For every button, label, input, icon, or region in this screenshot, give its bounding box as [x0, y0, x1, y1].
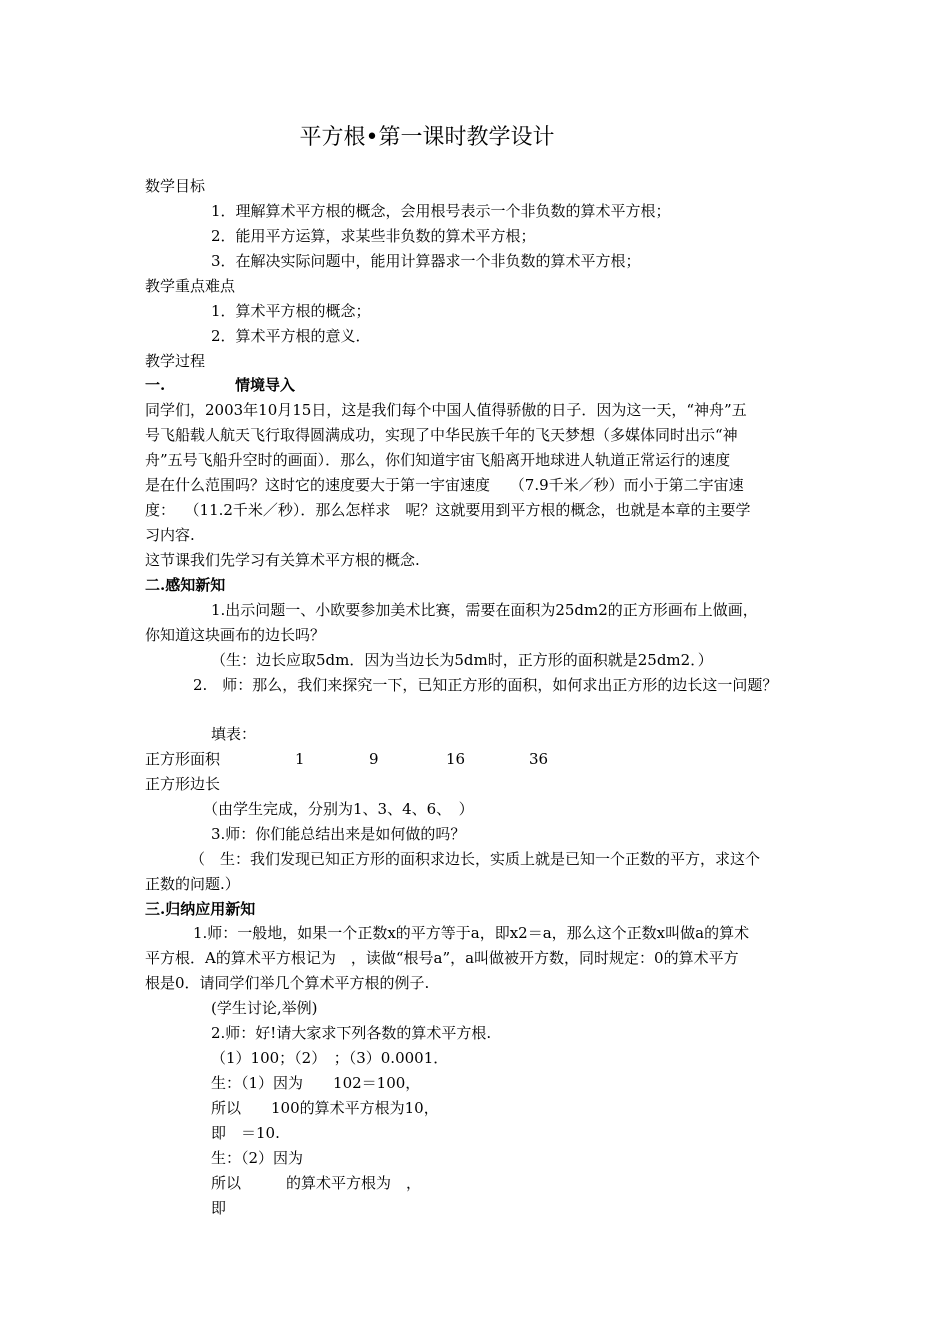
objectives-heading: 数学目标: [145, 177, 206, 195]
table-cell: 16: [446, 750, 466, 768]
paragraph-line: 你知道这块画布的边长吗？: [145, 626, 326, 644]
paragraph-line: 是在什么范围吗？这时它的速度要大于第一宇宙速度 （7.9千米／秒）而小于第二宇宙速: [145, 476, 744, 494]
paragraph-line: 习内容.: [145, 526, 195, 544]
section3-heading: 三.归纳应用新知: [145, 900, 256, 918]
paragraph-line: （生：边长应取5dm．因为当边长为5dm时，正方形的面积就是25dm2．）: [211, 651, 713, 669]
solution-line: 生：（2）因为: [211, 1149, 304, 1167]
fill-table-label: 填表：: [211, 725, 257, 743]
section2-heading: 二.感知新知: [145, 576, 226, 594]
solution-line: 生：（1）因为 102＝100，: [211, 1074, 421, 1092]
solution-line: 所以 100的算术平方根为10，: [211, 1099, 439, 1117]
table-cell: 1: [295, 750, 305, 768]
objective-item: 1．理解算术平方根的概念，会用根号表示一个非负数的算术平方根；: [211, 202, 671, 220]
table-cell: 36: [529, 750, 549, 768]
table-row-label: 正方形边长: [145, 775, 221, 793]
table-cell: 9: [369, 750, 379, 768]
paragraph-line: 2. 师：那么，我们来探究一下，已知正方形的面积，如何求出正方形的边长这一问题？: [193, 676, 778, 694]
paragraph-line: (学生讨论,举例): [211, 999, 318, 1017]
paragraph-line: 3.师：你们能总结出来是如何做的吗？: [211, 825, 466, 843]
paragraph-line: 根是0．请同学们举几个算术平方根的例子.: [145, 974, 430, 992]
paragraph-line: 2.师：好!请大家求下列各数的算术平方根.: [211, 1024, 492, 1042]
section1-heading: 情境导入: [235, 376, 296, 394]
paragraph-line: 平方根．A的算术平方根记为 ，读做“根号a”，a叫做被开方数，同时规定：0的算术平方: [145, 949, 739, 967]
paragraph-line: （ 生：我们发现已知正方形的面积求边长，实质上就是已知一个正数的平方，求这个: [190, 850, 761, 868]
key-points-heading: 教学重点难点: [145, 277, 236, 295]
objective-item: 2．能用平方运算，求某些非负数的算术平方根；: [211, 227, 536, 245]
paragraph-line: 号飞船载人航天飞行取得圆满成功，实现了中华民族千年的飞天梦想（多媒体同时出示“神: [145, 426, 738, 444]
table-row-label: 正方形面积: [145, 750, 221, 768]
paragraph-line: 舟”五号飞船升空时的画面）．那么，你们知道宇宙飞船离开地球进人轨道正常运行的速度: [145, 451, 731, 469]
key-point-item: 1．算术平方根的概念；: [211, 302, 371, 320]
objective-item: 3．在解决实际问题中，能用计算器求一个非负数的算术平方根；: [211, 252, 641, 270]
solution-line: 即: [211, 1199, 227, 1217]
section1-number: 一.: [145, 376, 166, 394]
paragraph-line: 这节课我们先学习有关算术平方根的概念.: [145, 551, 420, 569]
page-title: 平方根•第一课时教学设计: [299, 125, 555, 150]
paragraph-line: （由学生完成，分别为1、3、4、6、 ）: [203, 800, 474, 818]
solution-line: 即 ＝10.: [211, 1124, 280, 1142]
paragraph-line: 度： （11.2千米／秒）．那么怎样求 呢？这就要用到平方根的概念，也就是本章的主要学: [145, 501, 751, 519]
solution-line: 所以 的算术平方根为 ，: [211, 1174, 422, 1192]
paragraph-line: （1）100；（2） ；（3）0.0001．: [211, 1049, 449, 1067]
paragraph-line: 1.师：一般地，如果一个正数x的平方等于a，即x2＝a，那么这个正数x叫做a的算术: [193, 924, 750, 942]
process-heading: 教学过程: [145, 352, 206, 370]
paragraph-line: 1.出示问题一、小欧要参加美术比赛，需要在面积为25dm2的正方形画布上做画，: [211, 601, 758, 619]
paragraph-line: 同学们，2003年10月15日，这是我们每个中国人值得骄傲的日子．因为这一天，“神舟”五: [145, 401, 747, 419]
key-point-item: 2．算术平方根的意义．: [211, 327, 371, 345]
paragraph-line: 正数的问题.）: [145, 875, 240, 893]
